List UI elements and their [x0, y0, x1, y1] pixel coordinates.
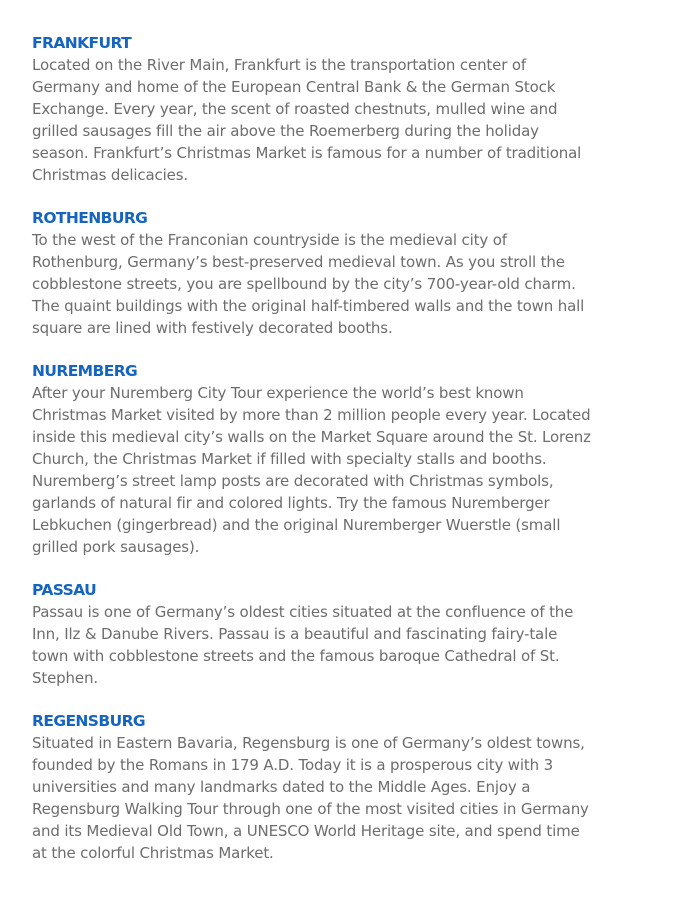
section-nuremberg [32, 360, 647, 558]
section-regensburg [32, 710, 647, 864]
section-heading: REGENSBURG [32, 712, 146, 730]
section-body: Passau is one of Germany’s oldest cities situated at the confluence of the Inn, Ilz & Danube Rivers. Passau is a beautiful and fascinating fairy-tale town with cobblestone streets and the famous baroque Cathedral of St. Stephen. [32, 603, 574, 687]
section-passau [32, 579, 647, 689]
section-heading: ROTHENBURG [32, 209, 148, 227]
section-heading: NUREMBERG [32, 362, 138, 380]
section-body: After your Nuremberg City Tour experience the world’s best known Christmas Market visited by more than 2 million people every year. Located inside this medieval city’s walls on the Market Square around the St. Lorenz Church, the Christmas Market if filled with specialty stalls and booths. Nuremberg’s street lamp posts are decorated with Christmas symbols, garlands of natural fir and colored lights. Try the famous Nuremberger Lebkuchen (gingerbread) and the original Nuremberger Wuerstle (small grilled pork sausages). [32, 384, 591, 556]
section-body: To the west of the Franconian countryside is the medieval city of Rothenburg, Germany’s best-preserved medieval town. As you stroll the cobblestone streets, you are spellbound by the city’s 700-year-old charm. The quaint buildings with the original half-timbered walls and the town hall square are lined with festively decorated booths. [32, 231, 585, 337]
section-rothenburg [32, 207, 647, 339]
section-frankfurt [32, 32, 647, 186]
section-heading: FRANKFURT [32, 34, 132, 52]
section-heading: PASSAU [32, 581, 97, 599]
document-page [32, 32, 647, 885]
section-body: Located on the River Main, Frankfurt is the transportation center of Germany and home of the European Central Bank & the German Stock Exchange. Every year, the scent of roasted chestnuts, mulled wine and grilled sausages fill the air above the Roemerberg during the holiday season. Frankfurt’s Christmas Market is famous for a number of traditional Christmas delicacies. [32, 56, 582, 184]
section-body: Situated in Eastern Bavaria, Regensburg is one of Germany’s oldest towns, founded by the Romans in 179 A.D. Today it is a prosperous city with 3 universities and many landmarks dated to the Middle Ages. Enjoy a Regensburg Walking Tour through one of the most visited cities in Germany and its Medieval Old Town, a UNESCO World Heritage site, and spend time at the colorful Christmas Market. [32, 734, 589, 862]
